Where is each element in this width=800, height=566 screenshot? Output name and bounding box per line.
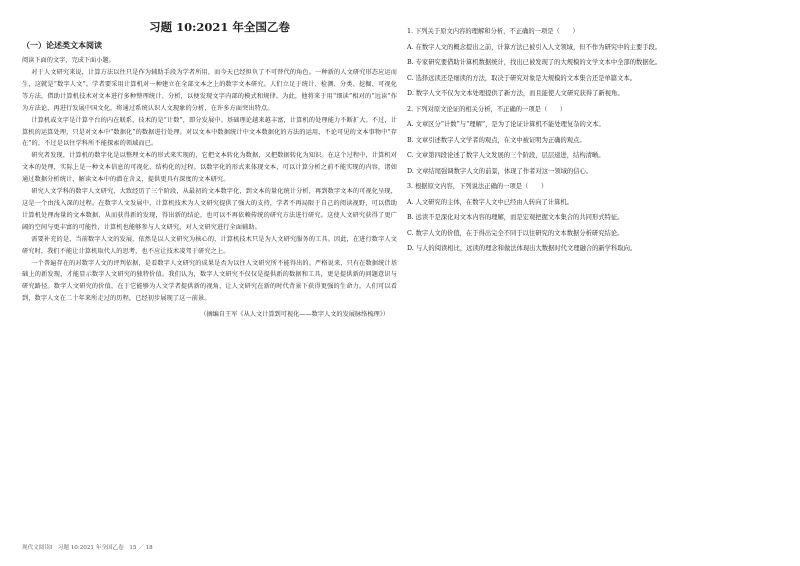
- passage-source: （摘编自王军《从人文计算到可视化——数字人文的发展脉络梳理》）: [200, 311, 389, 319]
- question-stem: 1. 下列关于原文内容的理解和分析，不正确的一项是（ ）: [407, 28, 579, 35]
- option-c: C. 选择远读还是细读的方法，取决于研究对象是大规模的文本集合还是单篇文本。: [407, 74, 636, 82]
- question-stem: 2. 下列对原文论证的相关分析，不正确的一项是（ ）: [407, 105, 567, 113]
- section-heading: （一）论述类文本阅读: [22, 40, 102, 50]
- passage-paragraph-4: 研究人文学科的数字人文研究，大致经历了三个阶段，从最初的文本数字化，到文本的量化统计分析，再到数字文本的可视化呈现，这是一个由浅入深的过程。在数字人文发展中，计算机技术为人文研究提供了强大的支持，学者不再局限于自己的阅读视野，可以借助计算机处理海量的文本数据，从而获得新的发现，得出新的结论，也可以不再依赖传统的研究方法进行研究。这使人文研究获得了更广阔的空间与更丰富的可能性，计算机也能够参与人文研究，对人文研究进行全面辅助。: [22, 188, 397, 231]
- option-d: D. 数字人文不仅为文本处理提供了新方法，而且能使人文研究获得了新视角。: [407, 90, 624, 97]
- right-column: [407, 26, 779, 259]
- question-3: [407, 181, 779, 255]
- passage-paragraph-2: 计算机或文字是计算平台的内在联系，技术的是“计数”，即分发展中。基础理论越来越丰富，计算机的处理能力不断扩大。不过，计算机的运算处理，只是对文本中“数据化”的数据进行处理。对以文本中数据统计中文本数据化的方法的运用，不论可见的文本事物中“存在”的，不过是以往学科所不能探索的领域而已。: [22, 116, 397, 148]
- option-c: C. 文章第四段论述了数字人文发展的三个阶段，层层递进，结构清晰。: [407, 152, 605, 159]
- passage-paragraph-1: 对于人文研究来说，计算方法以往只是作为辅助手段为学者所用，而今天已经担负了不可替代的角色。一种新的人文研究形态应运而生，这就是“数字人文”。学者要采用计算机对一种建立在全部文本之上的数字文本研究。人们立足于统计、检测、分类、挖掘、可视化等方法，借助计算机技术对文本进行多种整理统计、分析，以便发现文字内部的模式和规律。为此，他将来于用“细读”相对的“远读”作为方法论，再进行发展中国文化，将通过系统认识人文现象的分析，在许多方面突出特点。: [22, 69, 397, 112]
- page-title: 习题 10:2021 年全国乙卷: [149, 20, 290, 34]
- option-a: A. 文章区分“计数”与“理解”，是为了论证计算机不能处理复杂的文本。: [407, 121, 605, 128]
- page-footer: 现代文阅读Ⅰ 习题 10:2021 年全国乙卷 15 ／ 18: [22, 545, 153, 551]
- option-a: A. 人文研究的主体，在数字人文中已经由人转向了计算机。: [407, 198, 573, 206]
- passage-paragraph-5: 需要补充的是，当前数字人文的发展，依然是以人文研究为核心的，计算机技术只是为人文研究服务的工具。因此，在进行数字人文研究时，我们不能让计算机取代人的思考，也不应让技术凌驾于研究之上。: [22, 235, 397, 255]
- left-column: [22, 20, 397, 321]
- option-a: A. 在数字人文的概念提出之前，计算方法已被引入人文领域，但不作为研究中的主要手段。: [407, 43, 662, 51]
- instruction-text: 阅读下面的文字，完成下面小题。: [22, 57, 115, 64]
- option-d: D. 文章结尾强调数字人文的前景，体现了作者对这一领域的信心。: [407, 167, 593, 175]
- passage-paragraph-3: 研究者发现，计算机的数字化是以整理文本的形式来实现的，它把文本转化为数据，又把数据转化为知识。在这个过程中，计算机对文本的处理，实际上是一种文本信息的可视化、结构化的过程。以数字化的形式来体现文本，可以计算分析之前不能实现的内容，诸如通过数据分析统计，解读文本中的潜在含义，提供更具有深度的文本研究。: [22, 152, 397, 184]
- option-b: B. 专家研究要借助计算机数据统计，找出已被发现了的大规模的文学文本中全部的数据化。: [407, 59, 662, 66]
- option-d: D. 与人的阅读相比，远读的理念和做法体现出大数据时代文理融合的新学科取向。: [407, 245, 637, 252]
- question-2: [407, 104, 779, 178]
- option-b: B. 文章引述数字人文学者的观点，在文中被证明为正确的观点。: [407, 136, 586, 144]
- passage-paragraph-6: 一个普遍存在的对数字人文的评判依据，是看数字人文研究的成果是否为以往人文研究所不能得出的。严格说来，只有在数据统计基础上的新发现，才能显示数字人文研究的独特价值。我们认为，数字人文研究不仅仅是提供新的数据和工具，更是提供新的问题意识与研究路径。数字人文研究的价值，在于它能够为人文学者提供新的视角，让人文研究在新的时代背景下获得更强的生命力。人们可以看到，数字人文在二十年来所走过的历程，已经初步展现了这一前景。: [22, 259, 397, 303]
- option-b: B. 远读不是深化对文本内容的理解，而是宏观把握文本集合的共同形式特征。: [407, 214, 624, 221]
- question-1: [407, 26, 779, 100]
- option-c: C. 数字人文的价值，在于得出完全不同于以往研究的文本数据分析研究结论。: [407, 229, 624, 237]
- question-stem: 3. 根据原文内容，下列说法正确的一项是（ ）: [407, 183, 548, 190]
